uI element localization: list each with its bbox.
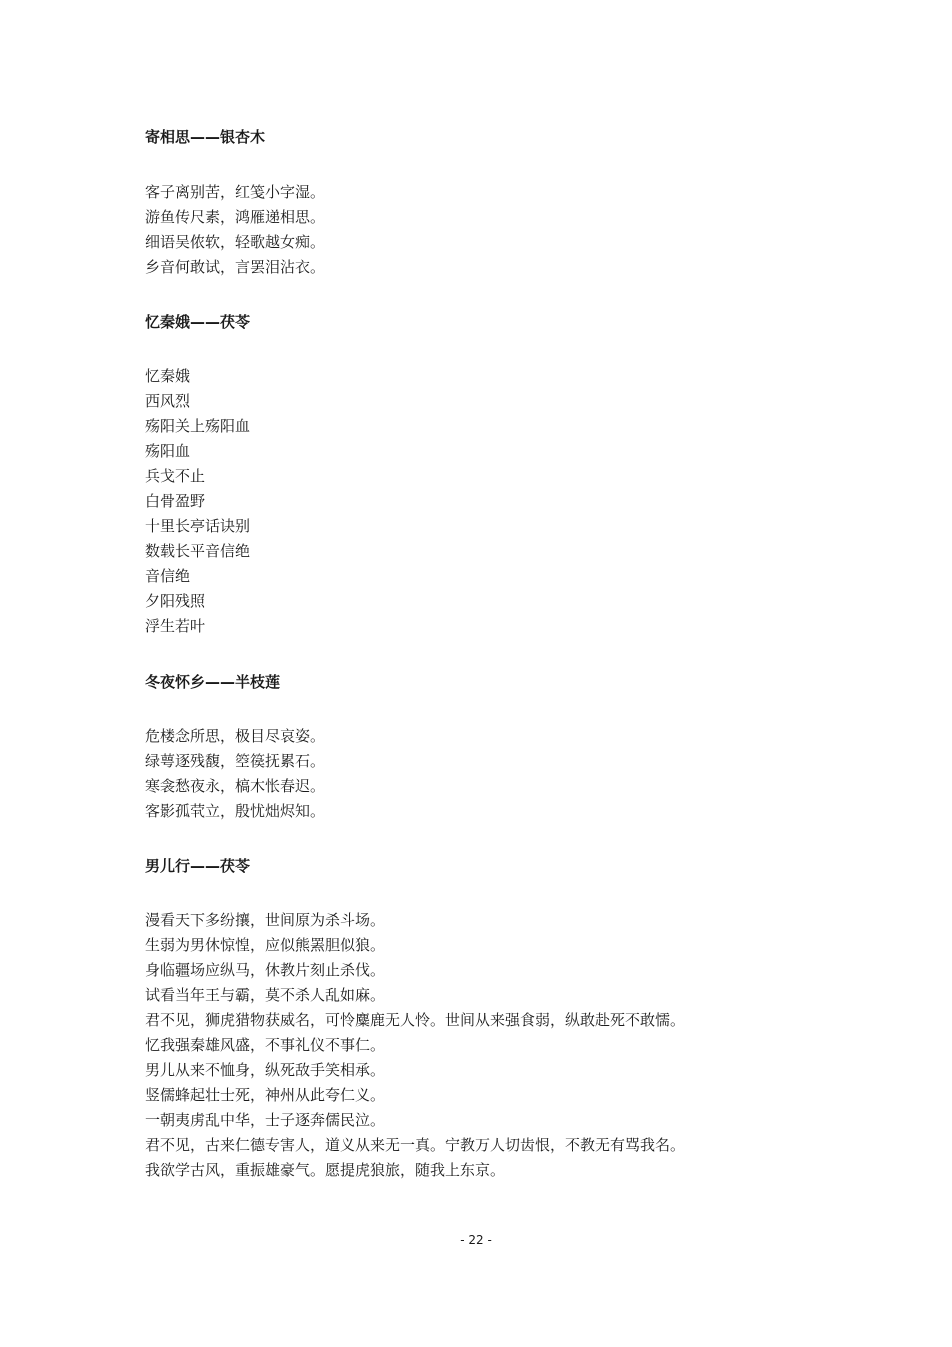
poem-line: 浮生若叶 <box>145 617 206 635</box>
poem-line: 十里长亭话诀别 <box>145 517 251 535</box>
poem-line: 漫看天下多纷攘，世间原为杀斗场。 <box>145 911 386 929</box>
poem-title: 男儿行——茯苓 <box>145 857 251 875</box>
poem-line: 生弱为男休惊惶，应似熊罴胆似狼。 <box>145 936 386 954</box>
poem-body <box>145 724 325 824</box>
poem-line: 一朝夷虏乱中华，士子逐奔儒民泣。 <box>145 1111 386 1129</box>
poem-title: 寄相思——银杏木 <box>145 128 266 146</box>
poem-line: 忆秦娥 <box>145 367 191 385</box>
poem-line: 试看当年王与霸，莫不杀人乱如麻。 <box>145 986 386 1004</box>
poem-title: 冬夜怀乡——半枝莲 <box>145 673 281 691</box>
poem-line: 兵戈不止 <box>145 467 206 485</box>
poem-body <box>145 180 325 280</box>
poem-line: 忆我强秦雄风盛，不事礼仪不事仁。 <box>145 1036 386 1054</box>
poem-line: 绿萼逐残馥，箜篌抚累石。 <box>145 752 326 770</box>
poem-title: 忆秦娥——茯苓 <box>145 313 251 331</box>
poem-line: 君不见，狮虎猎物获威名，可怜麋鹿无人怜。世间从来强食弱，纵敢赴死不敢懦。 <box>145 1011 686 1029</box>
poem-line: 客影孤茕立，殷忧炪烬知。 <box>145 802 326 820</box>
poem-line: 寒衾愁夜永，槁木怅春迟。 <box>145 777 326 795</box>
poem-line: 男儿从来不恤身，纵死敌手笑相承。 <box>145 1061 386 1079</box>
poem-line: 西风烈 <box>145 392 191 410</box>
poem-line: 夕阳残照 <box>145 592 206 610</box>
poem-line: 殇阳血 <box>145 442 191 460</box>
poem-line: 竖儒蜂起壮士死，神州从此夸仁义。 <box>145 1086 386 1104</box>
poem-line: 数载长平音信绝 <box>145 542 251 560</box>
poem-line: 殇阳关上殇阳血 <box>145 417 251 435</box>
poem-body <box>145 908 685 1183</box>
poem-line: 游鱼传尺素，鸿雁递相思。 <box>145 208 326 226</box>
poem-line: 危楼念所思，极目尽哀姿。 <box>145 727 326 745</box>
poem-line: 细语吴侬软，轻歌越女痴。 <box>145 233 326 251</box>
poem-line: 身临疆场应纵马，休教片刻止杀伐。 <box>145 961 386 979</box>
poem-line: 君不见，古来仁德专害人，道义从来无一真。宁教万人切齿恨，不教无有骂我名。 <box>145 1136 686 1154</box>
poem-line: 客子离别苦，红笺小字湿。 <box>145 183 326 201</box>
poem-line: 我欲学古风，重振雄豪气。愿提虎狼旅，随我上东京。 <box>145 1161 506 1179</box>
poem-line: 白骨盈野 <box>145 492 206 510</box>
poem-line: 音信绝 <box>145 567 191 585</box>
page-number: - 22 - <box>460 1233 492 1247</box>
poem-body <box>145 364 250 639</box>
poem-line: 乡音何敢试，言罢泪沾衣。 <box>145 258 326 276</box>
